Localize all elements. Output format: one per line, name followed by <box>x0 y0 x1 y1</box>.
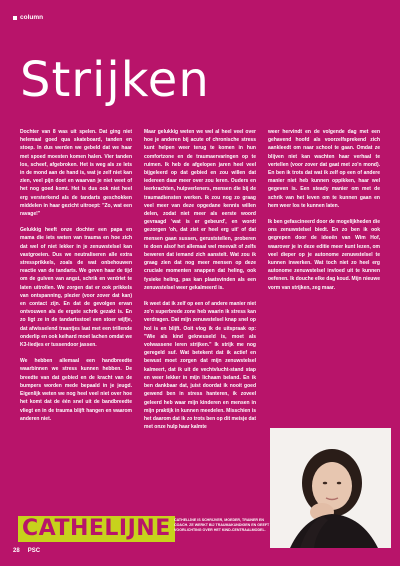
paragraph: Gelukkig heeft onze dochter een papa en mama die iets weten van trauma en hoe zich dat wel of niet lekker in je zenuwstelsel kan vastgroeien. Dus we neutraliseren alle extra stressprikkels, zoals de wat onbehouwen reactie van de tandarts. We geven haar de tijd om de gulven van angst, schrik en verdriet te laten uitrollen. We zorgen dat er ook prikkels van ontspanning, plezier (voor zover dat kan) en contact zijn. En dat de gevolgen ervan ontvouwen als de ergste schrik gezakt is. En zo ligt ze in de tandartsstoel een stoer wijfje, dat afwisselend traantjes laat met een trillende onderlip en ook keihard moet lachen omdat we K3-liedjes er tussendoor jassen. <box>20 227 132 349</box>
author-portrait-image <box>270 428 391 548</box>
bullet-icon <box>13 16 17 20</box>
author-photo <box>270 428 391 548</box>
section-tag <box>13 14 43 21</box>
column-1 <box>20 128 132 431</box>
magazine-name: PSC <box>27 548 41 554</box>
paragraph: Dochter van 8 was uit spelen. Dat ging niet helemaal goed qua skateboard, tanden en stoep. In dus werden we gebeld dat we haar met spoed moesten komen halen. Vier tanden los, scheef, afgebroken. Het is weg als ze lets in de mond aan de hand is, wat je zelf niet kan zien, veel pijn doet en waarvan je niet weet of het nog goed komt. Het is dus ook niet heel erg versterkend als de tandarts geschokken middelen in haar gezicht uitroept: "Zo, wat een ravage!" <box>20 129 132 218</box>
section-label: column <box>20 14 44 21</box>
paragraph: We hebben allemaal een handbreedte waarbinnen we stress kunnen hebben. De breedte van dat gebied en de kracht van de bumpers worden mede bepaald in je jeugd. Eigenlijk weten we nog heel veel niet over hoe het komt dat de één snel uit de bandbreedte vliegt en in de trauma blijft hangen en waarom anderen niet. <box>20 358 132 422</box>
paragraph: weer hervindt en de volgende dag met een gehavend hoofd als voorzelfsprekend zich aankleedt om naar school te gaan. Omdat ze blijven niet kan wachten haar verhaal te vertellen (voor zover dat gaat met zo'n mond). En ben ik trots dat wat ik zelf op een of andere manier niet heb kunnen oppikken, haar wel gegeven is. Een steady manier om met de schrik van het leven om te kunnen gaan en hem weer los te kunnen laten. <box>268 129 380 209</box>
column-3 <box>268 128 380 300</box>
column-2 <box>144 128 256 439</box>
paragraph: Ik ben gefascineerd door de mogelijkheden die ons zenuwstelsel biedt. En zo ben ik ook gegrepen door de ideeën van Wim Hof, waarover je in deze editie meer kunt lezen, om veel dieper op je autonome zenuwstelsel te kunnen inwerken. Wat toch niet zo heel erg autonome zenuwstelsel invloed uit te kunnen oefenen. Ik douche elke dag koud. Mijn nieuwe vorm van strijken, zeg maar. <box>268 219 380 291</box>
page-number: 28 <box>13 548 20 554</box>
article-title: Strijken <box>20 52 210 108</box>
page-footer <box>13 548 40 554</box>
author-bio: CATHELIJNE IS SCHRIJVER, MOEDER, TRAINER EN COACH. ZE WERKT BIJ TRAUMAKUNDIGEN EN GEEFT VOORLICHTING OVER HET KIND-CENTRAALMODEL. <box>174 518 270 532</box>
author-name: CATHELIJNE <box>18 516 175 542</box>
paragraph: Ik weet dat ik zelf op een of andere manier niet zo'n superbrede zone heb waarin ik stress kan verdragen. Dat mijn zenuwstelsel knap snel op hol is en blijft. Ooit vlog ik de uitspraak op: "Wie als kind gekneuseld is, moet als volwassene leren strijken." Ik strijk me nog geregeld suf. Wat betekent dat ik actief en bewust moet zorgen dat mijn zenuwstelsel kalmeert, dat ik uit de vechtvlucht-stand stap en weer lekker in mijn lichaam beland. En ik ben dankbaar dat, juist doordat ik nooit goed gewend ben in stress hanteren, ik zoveel geleerd heb waar mijn kinderen en mensen in mijn praktijk in kunnen meedelen. Misschien is het daarom dat ik zo trots ben op dit meisje dat met onze hulp haar kalmte <box>144 301 256 431</box>
paragraph: Maar gelukkig weten we wel al heel veel over hoe je anderen bij acute of chronische stress kunt helpen weer terug te komen in hun comfortzone en de traumaervaringen op te ruimen. Ik heb de afgelopen jaren heel veel bijgeleerd op dat gebied en zou willen dat iedereen daar meer over zou leren. Ouders en leerkrachten, hulpverleners, mensen die bij de traumadiensten werken. Ik zou nog zo graag veel meer van deze opgedane kennis willen delen, zodat niet meer als eerste woord gevraagd 'wat is er gebeurd', en wordt gezorgen 'oh, dat ziet er heel erg uit' of dat mensen gaan sussen, geruststellen, proberen te doen alsof het allemaal wel meevalt of zelfs beweren dat iemand zich aanstelt. Wat zou ik graag zien dat nog meer mensen op deze cruciale momenten snappen dat heling, ook fysieke heling, pas kan plaatsvinden als een zenuwstelsel weer gekalmeerd is. <box>144 129 256 291</box>
